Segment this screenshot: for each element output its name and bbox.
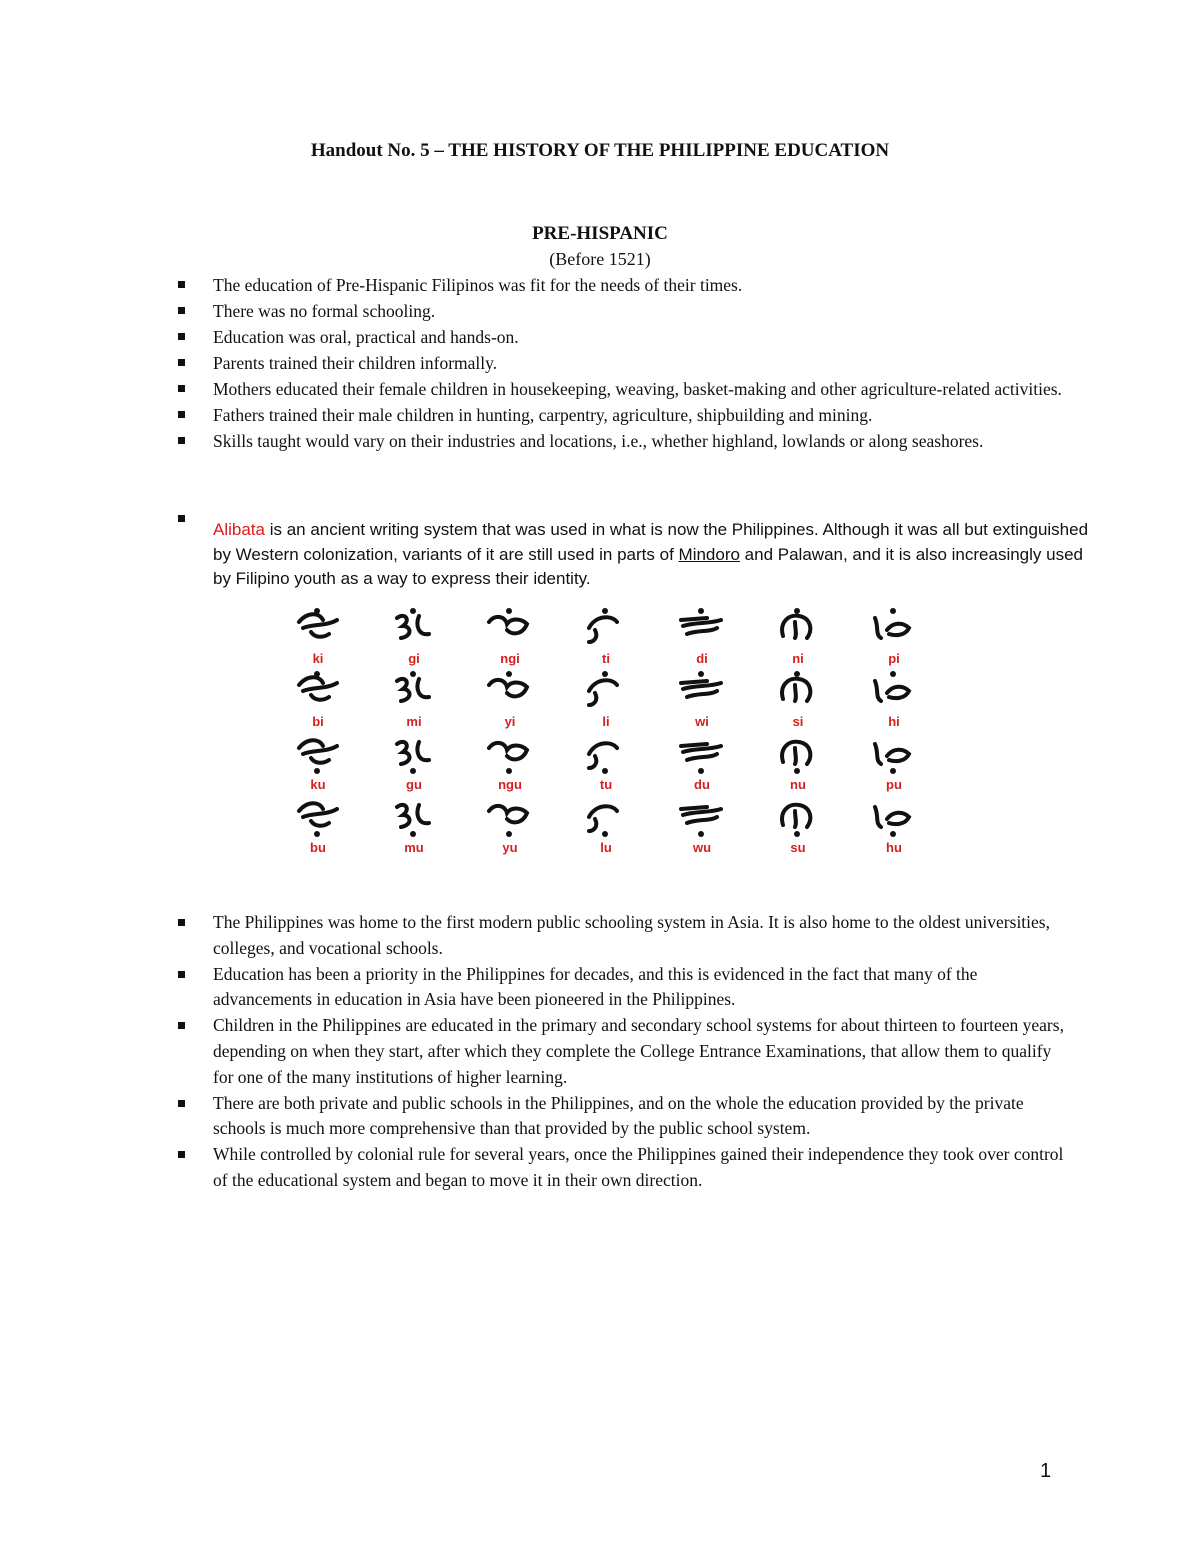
baybayin-glyph-icon <box>867 671 921 711</box>
baybayin-glyph-icon <box>483 797 537 837</box>
baybayin-glyph-icon <box>291 608 345 648</box>
list-item-text: There was no formal schooling. <box>213 301 436 321</box>
bullet-square-icon <box>178 1022 185 1029</box>
baybayin-glyph-icon <box>579 671 633 711</box>
glyph-cell <box>859 795 955 858</box>
alibata-text-part-1: is an ancient writing system that was used in what is now the Philippines. Although it was all but extinguished by Western colonization, variants of it are still used in parts of <box>213 520 1089 564</box>
glyph-label: gi <box>408 651 420 666</box>
list-item <box>0 910 1200 962</box>
modern-bullet-list <box>0 910 1200 1194</box>
glyph-cell <box>379 795 475 858</box>
bullet-square-icon <box>178 385 185 392</box>
alibata-text-part-2: and Palawan, and it is also increasingly used by Filipino youth as a way to express their identity. <box>213 544 1083 588</box>
glyph-label: gu <box>406 777 422 792</box>
prehispanic-bullet-list <box>0 272 1200 454</box>
section-subheading: (Before 1521) <box>549 249 651 269</box>
glyph-cell <box>571 795 667 858</box>
glyph-cell <box>859 669 955 732</box>
alibata-glyph-chart <box>283 606 955 858</box>
list-item-text: The Philippines was home to the first modern public schooling system in Asia. It is also home to the oldest universities, colleges, and vocational schools. <box>213 912 1050 958</box>
glyph-label: ti <box>602 651 610 666</box>
section-heading: PRE-HISPANIC <box>532 223 668 244</box>
baybayin-glyph-icon <box>387 608 441 648</box>
glyph-label: li <box>602 714 610 729</box>
glyph-label: su <box>790 840 806 855</box>
baybayin-glyph-icon <box>483 671 537 711</box>
baybayin-glyph-icon <box>387 734 441 774</box>
glyph-cell <box>763 732 859 795</box>
list-item <box>0 1013 1200 1090</box>
glyph-label: ngi <box>500 651 520 666</box>
glyph-label: pu <box>886 777 902 792</box>
alibata-paragraph <box>213 518 1103 592</box>
list-item <box>0 376 1200 402</box>
glyph-cell <box>667 795 763 858</box>
list-item-text: Mothers educated their female children in housekeeping, weaving, basket-making and other agriculture-related activities. <box>213 379 1062 399</box>
glyph-label: hi <box>888 714 900 729</box>
list-item-text: There are both private and public schools in the Philippines, and on the whole the education provided by the private schools is much more comprehensive than that provided by the public school system. <box>213 1092 1024 1139</box>
baybayin-glyph-icon <box>291 734 345 774</box>
alibata-term: Alibata <box>213 520 265 539</box>
glyph-cell <box>283 795 379 858</box>
list-item <box>0 1142 1200 1194</box>
baybayin-glyph-icon <box>675 734 729 774</box>
bullet-square-icon <box>178 281 185 288</box>
glyph-label: ku <box>310 777 326 792</box>
bullet-square-icon <box>178 1151 185 1158</box>
list-item <box>0 272 1200 298</box>
glyph-label: yi <box>504 714 516 729</box>
glyph-label: pi <box>888 651 900 666</box>
glyph-label: yu <box>502 840 518 855</box>
baybayin-glyph-icon <box>291 671 345 711</box>
list-item <box>0 298 1200 324</box>
glyph-label: du <box>694 777 710 792</box>
glyph-cell <box>763 606 859 669</box>
glyph-cell <box>379 732 475 795</box>
baybayin-glyph-icon <box>579 608 633 648</box>
baybayin-glyph-icon <box>771 797 825 837</box>
baybayin-glyph-icon <box>771 671 825 711</box>
baybayin-glyph-icon <box>387 671 441 711</box>
list-item-text: Children in the Philippines are educated in the primary and secondary school systems for about thirteen to fourteen years, depending on when they start, after which they complete the College Entrance Examinations, that allow them to qualify for one of the many institutions of higher learning. <box>213 1015 1064 1087</box>
glyph-cell <box>475 732 571 795</box>
glyph-label: ni <box>792 651 804 666</box>
baybayin-glyph-icon <box>675 797 729 837</box>
list-item-text: The education of Pre-Hispanic Filipinos was fit for the needs of their times. <box>213 275 743 295</box>
glyph-cell <box>667 732 763 795</box>
glyph-cell <box>379 606 475 669</box>
list-item-text: Education was oral, practical and hands-on. <box>213 327 519 347</box>
baybayin-glyph-icon <box>771 734 825 774</box>
glyph-cell <box>667 606 763 669</box>
mindoro-link[interactable]: Mindoro <box>678 544 740 564</box>
glyph-cell <box>763 669 859 732</box>
glyph-row <box>283 669 955 732</box>
glyph-label: ki <box>312 651 324 666</box>
bullet-square-icon <box>178 333 185 340</box>
bullet-square-icon <box>178 437 185 444</box>
glyph-cell <box>859 732 955 795</box>
list-item <box>0 402 1200 428</box>
baybayin-glyph-icon <box>867 734 921 774</box>
glyph-cell <box>763 795 859 858</box>
glyph-cell <box>571 669 667 732</box>
glyph-label: nu <box>790 777 806 792</box>
glyph-label: wi <box>695 714 709 729</box>
glyph-row <box>283 732 955 795</box>
baybayin-glyph-icon <box>867 608 921 648</box>
glyph-cell <box>475 606 571 669</box>
handout-title: Handout No. 5 – THE HISTORY OF THE PHILIPPINE EDUCATION <box>310 140 890 161</box>
baybayin-glyph-icon <box>675 671 729 711</box>
bullet-square-icon <box>178 1100 185 1107</box>
list-item-text: Education has been a priority in the Philippines for decades, and this is evidenced in the fact that many of the advancements in education in Asia have been pioneered in the Philippines. <box>213 963 978 1010</box>
glyph-cell <box>475 795 571 858</box>
list-item-text: Parents trained their children informally. <box>213 353 498 373</box>
list-item-text: Skills taught would vary on their industries and locations, i.e., whether highland, lowlands or along seashores. <box>213 431 984 451</box>
glyph-label: ngu <box>498 777 522 792</box>
list-item <box>0 428 1200 454</box>
glyph-label: tu <box>599 777 613 792</box>
page-number: 1 <box>1040 1460 1052 1482</box>
list-item <box>0 324 1200 350</box>
baybayin-glyph-icon <box>387 797 441 837</box>
list-item <box>0 350 1200 376</box>
baybayin-glyph-icon <box>771 608 825 648</box>
glyph-cell <box>379 669 475 732</box>
glyph-row <box>283 606 955 669</box>
baybayin-glyph-icon <box>579 734 633 774</box>
glyph-row <box>283 795 955 858</box>
bullet-square-icon <box>178 515 185 522</box>
bullet-square-icon <box>178 411 185 418</box>
glyph-label: hu <box>886 840 902 855</box>
baybayin-glyph-icon <box>291 797 345 837</box>
bullet-square-icon <box>178 919 185 926</box>
glyph-label: mu <box>404 840 424 855</box>
glyph-label: si <box>792 714 804 729</box>
glyph-cell <box>667 669 763 732</box>
glyph-cell <box>475 669 571 732</box>
glyph-cell <box>859 606 955 669</box>
baybayin-glyph-icon <box>867 797 921 837</box>
bullet-square-icon <box>178 307 185 314</box>
glyph-cell <box>283 732 379 795</box>
glyph-label: lu <box>600 840 612 855</box>
list-item <box>0 1091 1200 1143</box>
glyph-cell <box>283 606 379 669</box>
glyph-label: wu <box>692 840 712 855</box>
glyph-label: mi <box>406 714 422 729</box>
list-item-text: While controlled by colonial rule for several years, once the Philippines gained their independence they took over control of the educational system and began to move it in their own direction. <box>213 1144 1064 1190</box>
glyph-cell <box>571 732 667 795</box>
glyph-cell <box>571 606 667 669</box>
glyph-label: bu <box>310 840 326 855</box>
glyph-label: di <box>696 651 708 666</box>
baybayin-glyph-icon <box>675 608 729 648</box>
baybayin-glyph-icon <box>483 608 537 648</box>
glyph-cell <box>283 669 379 732</box>
bullet-square-icon <box>178 359 185 366</box>
list-item <box>0 962 1200 1014</box>
bullet-square-icon <box>178 971 185 978</box>
baybayin-glyph-icon <box>579 797 633 837</box>
baybayin-glyph-icon <box>483 734 537 774</box>
glyph-label: bi <box>312 714 324 729</box>
list-item-text: Fathers trained their male children in hunting, carpentry, agriculture, shipbuilding and mining. <box>213 405 873 425</box>
